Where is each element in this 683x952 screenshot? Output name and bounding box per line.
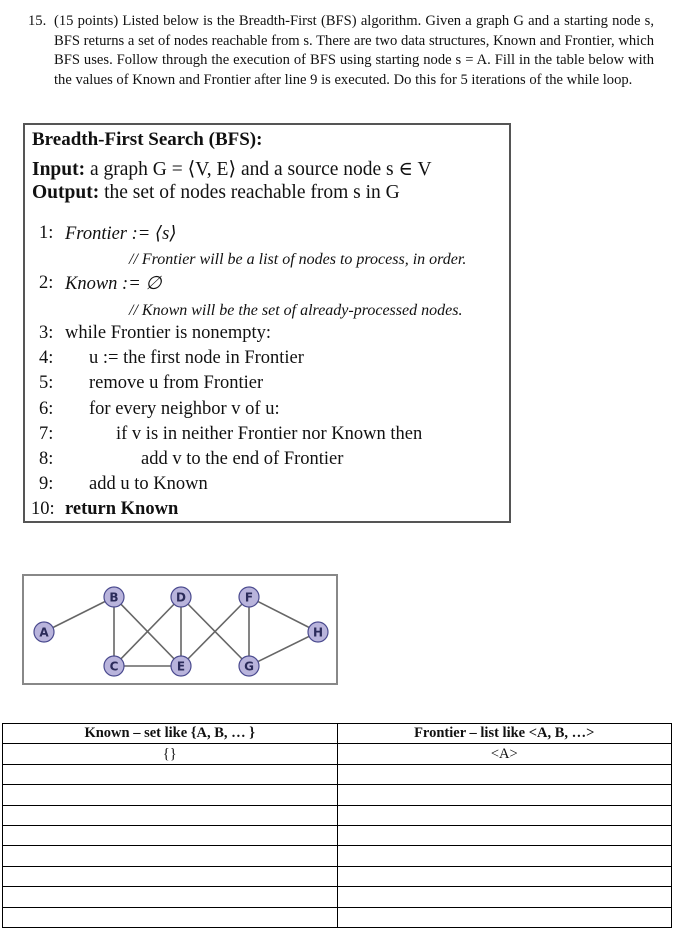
- line-number: 4:: [39, 348, 54, 368]
- frontier-cell[interactable]: [337, 846, 672, 866]
- input-text: a graph G = ⟨V, E⟩ and a source node s ∈ V: [90, 159, 432, 180]
- known-cell[interactable]: [3, 887, 338, 907]
- line-number: 3:: [39, 323, 54, 343]
- frontier-cell[interactable]: [337, 805, 672, 825]
- question-number: 15.: [28, 13, 47, 29]
- graph-node-label: F: [244, 590, 254, 605]
- line-number: 5:: [39, 373, 54, 393]
- graph-node-label: C: [109, 659, 119, 674]
- question-prompt: [28, 12, 654, 90]
- algorithm-output: [32, 182, 400, 204]
- known-cell[interactable]: [3, 825, 338, 845]
- algorithm-box: [23, 123, 511, 523]
- known-cell[interactable]: [3, 805, 338, 825]
- table-row: [3, 887, 672, 907]
- table-row: [3, 907, 672, 927]
- graph-node-label: D: [176, 590, 186, 605]
- line-number: 2:: [39, 273, 54, 293]
- frontier-cell[interactable]: [337, 785, 672, 805]
- known-cell[interactable]: [3, 764, 338, 784]
- table-row: [3, 866, 672, 886]
- input-label: Input:: [32, 159, 86, 180]
- line-text: while Frontier is nonempty:: [65, 323, 272, 343]
- line-text: add v to the end of Frontier: [141, 449, 344, 469]
- known-header: Known – set like {A, B, … }: [3, 724, 338, 744]
- table-body: [3, 744, 672, 928]
- table-row: [3, 764, 672, 784]
- known-cell[interactable]: {}: [3, 744, 338, 764]
- table-row: [3, 785, 672, 805]
- table-row: [3, 846, 672, 866]
- known-cell[interactable]: [3, 907, 338, 927]
- line-text: if v is in neither Frontier nor Known then: [116, 424, 423, 444]
- output-label: Output:: [32, 182, 100, 203]
- graph-figure: [22, 574, 338, 685]
- table-row: [3, 744, 672, 764]
- known-cell[interactable]: [3, 785, 338, 805]
- line-number: 9:: [39, 474, 54, 494]
- frontier-cell[interactable]: <A>: [337, 744, 672, 764]
- graph-edge-F-H: [249, 597, 318, 632]
- line-number: 8:: [39, 449, 54, 469]
- frontier-cell[interactable]: [337, 907, 672, 927]
- line-number: 6:: [39, 399, 54, 419]
- line-text: u := the first node in Frontier: [89, 348, 304, 368]
- table-row: [3, 825, 672, 845]
- graph-node-label: B: [109, 590, 119, 605]
- graph-node-label: H: [312, 625, 324, 640]
- question-text: (15 points) Listed below is the Breadth-First (BFS) algorithm. Given a graph G and a starting node s, BFS returns a set of nodes reachable from s. There are two data structures, Known and Frontier, which BFS uses. Follow through the execution of BFS using starting node s = A. Fill in the table below with the values of Known and Frontier after line 9 is executed. Do this for 5 iterations of the while loop.: [54, 13, 654, 88]
- graph-edge-G-H: [249, 632, 318, 666]
- table-row: [3, 805, 672, 825]
- frontier-header: Frontier – list like <A, B, …>: [337, 724, 672, 744]
- line-number: 1:: [39, 223, 54, 243]
- frontier-cell[interactable]: [337, 866, 672, 886]
- table-header-row: [3, 724, 672, 744]
- graph-node-label: G: [244, 659, 254, 674]
- bfs-trace-table: [2, 723, 672, 928]
- graph-node-label: A: [39, 625, 49, 640]
- frontier-cell[interactable]: [337, 887, 672, 907]
- line-text: Known := ∅: [65, 274, 162, 294]
- line-number: 7:: [39, 424, 54, 444]
- line-text: Frontier := ⟨s⟩: [65, 224, 177, 244]
- algo-comment-1: // Frontier will be a list of nodes to process, in order.: [129, 251, 467, 268]
- algorithm-input: [32, 157, 432, 181]
- line-text: for every neighbor v of u:: [89, 399, 280, 419]
- graph-node-label: E: [176, 659, 186, 674]
- algo-comment-2: // Known will be the set of already-processed nodes.: [129, 302, 463, 319]
- frontier-cell[interactable]: [337, 825, 672, 845]
- frontier-cell[interactable]: [337, 764, 672, 784]
- graph-edge-A-B: [44, 597, 114, 632]
- known-cell[interactable]: [3, 866, 338, 886]
- line-text: add u to Known: [89, 474, 208, 494]
- graph-svg: [24, 576, 340, 687]
- output-text: the set of nodes reachable from s in G: [104, 182, 400, 203]
- line-text: remove u from Frontier: [89, 373, 264, 393]
- known-cell[interactable]: [3, 846, 338, 866]
- line-number: 10:: [31, 499, 55, 519]
- line-text: return Known: [65, 499, 179, 519]
- algorithm-title: Breadth-First Search (BFS):: [32, 129, 263, 150]
